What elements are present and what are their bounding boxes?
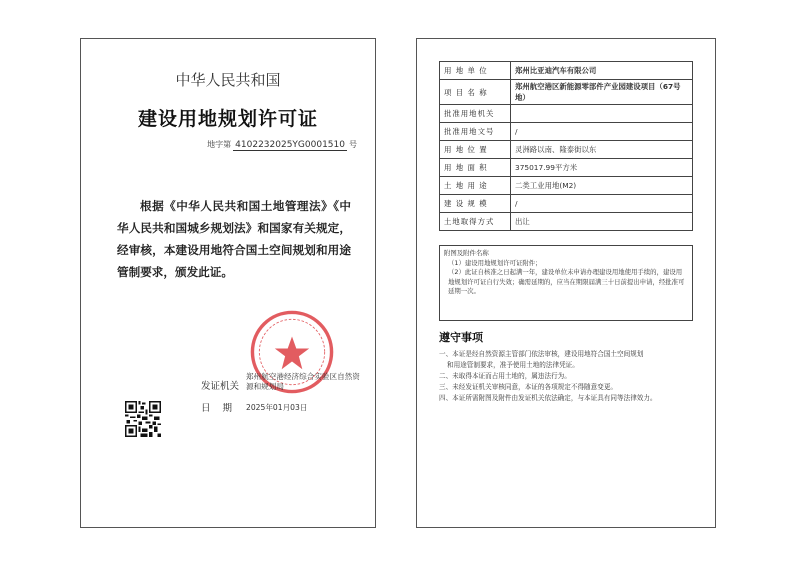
note-item: 二、未取得本证而占用土地的，属违法行为。 bbox=[439, 372, 571, 380]
row-value: 郑州航空港区新能源零部件产业园建设项目（67号地） bbox=[511, 80, 693, 105]
cert-suffix: 号 bbox=[349, 140, 357, 149]
row-value: 375017.99平方米 bbox=[511, 159, 693, 177]
attachments-box bbox=[439, 245, 693, 321]
certificate-title: 建设用地规划许可证 bbox=[137, 108, 318, 130]
row-value bbox=[511, 105, 693, 123]
row-label: 批准用地机关 bbox=[440, 105, 511, 123]
table-row bbox=[440, 123, 693, 141]
row-value: / bbox=[511, 123, 693, 141]
table-row bbox=[440, 159, 693, 177]
row-label: 土 地 用 途 bbox=[440, 177, 511, 195]
cert-prefix: 地字第 bbox=[207, 140, 232, 149]
row-value: 二类工业用地(M2) bbox=[511, 177, 693, 195]
row-label: 用 地 面 积 bbox=[440, 159, 511, 177]
note-item: 四、本证所需附图及附件由发证机关依法确定，与本证具有同等法律效力。 bbox=[439, 394, 657, 402]
certificate-body-text: 根据《中华人民共和国土地管理法》《中华人民共和国城乡规划法》和国家有关规定，经审核，本建设用地符合国土空间规划和用途管制要求，颁发此证。 bbox=[117, 199, 351, 279]
row-label: 土地取得方式 bbox=[440, 213, 511, 231]
row-value: / bbox=[511, 195, 693, 213]
row-value: 出让 bbox=[511, 213, 693, 231]
issuer-name: 郑州航空港经济综合实验区自然资源和规划局 bbox=[246, 372, 360, 391]
cert-number: 4102232025YG0001510 bbox=[235, 140, 345, 150]
country-name: 中华人民共和国 bbox=[175, 71, 281, 89]
date-label: 日期 bbox=[201, 403, 245, 414]
notes-title: 遵守事项 bbox=[439, 331, 483, 344]
certificate-back-page bbox=[416, 38, 716, 528]
attachments-title: 附图及附件名称 bbox=[444, 249, 489, 257]
row-value: 灵洲路以南、隆泰街以东 bbox=[511, 141, 693, 159]
land-info-table bbox=[439, 61, 693, 231]
row-label: 用 地 单 位 bbox=[440, 62, 511, 80]
row-label: 用 地 位 置 bbox=[440, 141, 511, 159]
table-row bbox=[440, 213, 693, 231]
table-row bbox=[440, 177, 693, 195]
issuer-label: 发证机关 bbox=[201, 381, 240, 392]
attachment-item: （1）建设用地规划许可证附件； bbox=[448, 258, 542, 267]
issue-date: 2025年01月03日 bbox=[246, 403, 308, 412]
certificate-front-page bbox=[80, 38, 376, 528]
qr-code-icon[interactable] bbox=[125, 401, 161, 437]
table-row bbox=[440, 141, 693, 159]
row-label: 批准用地文号 bbox=[440, 123, 511, 141]
table-row bbox=[440, 105, 693, 123]
certificate-number-line bbox=[207, 139, 357, 151]
attachment-item: （2）此证自核准之日起满一年，建设单位未申请办理建设用地使用手续的，建设用地规划许可证自行失效；确需延期的，应当在期限届满三十日前提出申请，经批准可延期一次。 bbox=[448, 268, 685, 295]
note-item: 三、未经发证机关审核同意，本证的各项规定不得随意变更。 bbox=[439, 383, 618, 391]
row-label: 项 目 名 称 bbox=[440, 80, 511, 105]
row-value: 郑州比亚迪汽车有限公司 bbox=[511, 62, 693, 80]
table-row bbox=[440, 80, 693, 105]
table-row bbox=[440, 195, 693, 213]
row-label: 建 设 规 模 bbox=[440, 195, 511, 213]
table-row bbox=[440, 62, 693, 80]
note-item: 一、本证是经自然资源主管部门依法审核，建设用地符合国土空间规划 bbox=[439, 350, 644, 358]
notes-list bbox=[439, 349, 699, 404]
note-item: 和用途管制要求，准予使用土地的法律凭证。 bbox=[447, 361, 579, 369]
